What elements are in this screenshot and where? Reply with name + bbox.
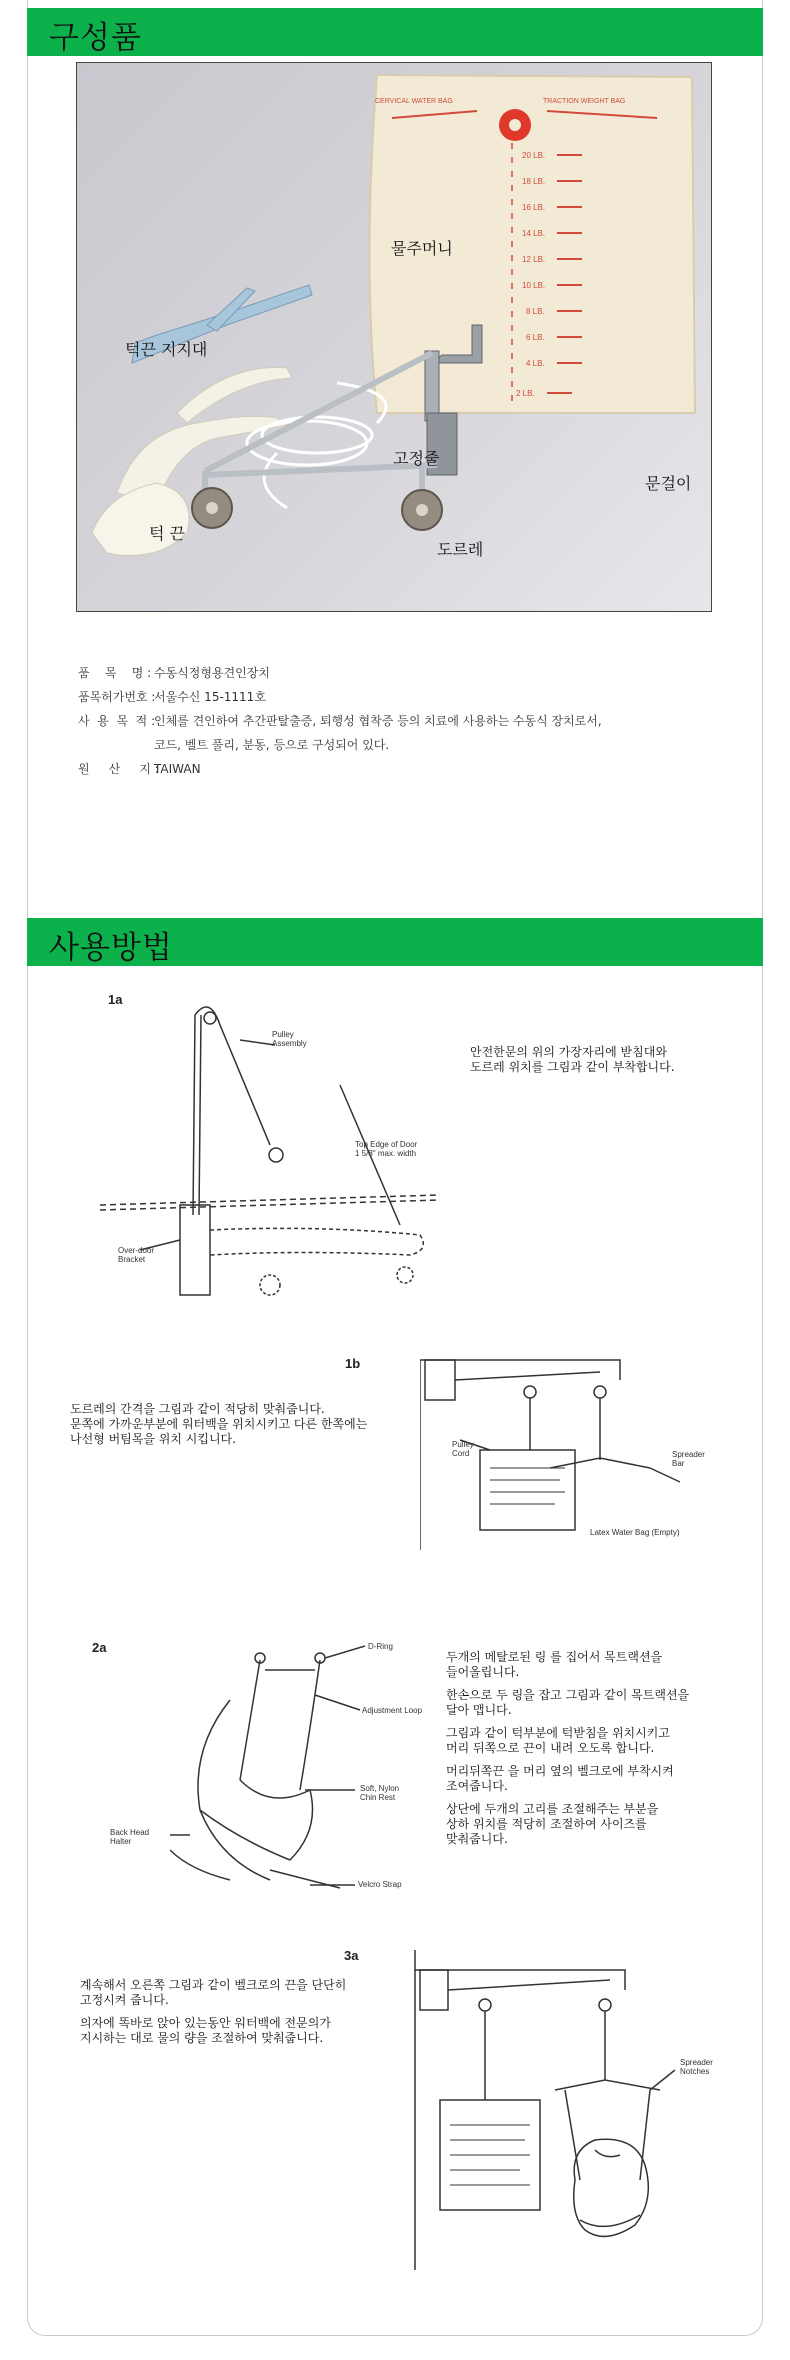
bag-print-right: TRACTION WEIGHT BAG (543, 98, 626, 105)
usage-header (27, 918, 763, 966)
spec-row-purpose (78, 712, 602, 729)
step-2a-callout-chin: Soft, Nylon Chin Rest (360, 1784, 400, 1802)
step-2a-paragraph: 머리뒤쪽끈 을 머리 옆의 벨크로에 부착시켜 조여줍니다. (446, 1764, 674, 1793)
step-1a-callout-edge: Top Edge of Door 1 5/8" max. width (355, 1140, 418, 1158)
spec-value: 코드, 벨트 풀리, 분동, 등으로 구성되어 있다. (154, 738, 390, 752)
spec-value: 인체를 견인하여 추간판탈출증, 퇴행성 협착증 등의 치료에 사용하는 수동식 장치로서, (154, 714, 602, 728)
spec-key: 사 용 목 적 : (78, 714, 156, 728)
spec-value: 서울수신 15-1111호 (154, 690, 266, 704)
bag-scale-18: 18 LB. (522, 177, 546, 186)
step-3a-diagram (405, 1950, 735, 2280)
step-2a-callout-dring: D-Ring (368, 1642, 393, 1651)
step-2a-label: 2a (92, 1640, 107, 1655)
step-1a-label: 1a (108, 992, 123, 1007)
components-title: 구성품 (49, 20, 142, 56)
step-2a-callout-velcro: Velcro Strap (358, 1880, 402, 1889)
step-2a-text (446, 1650, 746, 1855)
bag-scale-16: 16 LB. (522, 203, 546, 212)
spec-value: 수동식정형용견인장치 (154, 666, 270, 680)
step-1b-label: 1b (345, 1356, 361, 1371)
label-door-hook: 문걸이 (645, 474, 692, 493)
bag-scale-14: 14 LB. (522, 229, 546, 238)
spec-row-origin (78, 760, 201, 777)
step-1b-callout-cord: Pulley Cord (452, 1440, 474, 1458)
spec-key: 원 산 지 : (78, 762, 159, 776)
usage-title: 사용방법 (49, 930, 173, 966)
step-3a-paragraph: 의자에 똑바로 앉아 있는동안 워터백에 전문의가 지시하는 대로 물의 량을 조절하여 맞춰줍니다. (80, 2016, 331, 2045)
bag-scale-8: 8 LB. (526, 307, 545, 316)
bag-scale-2: 2 LB. (516, 389, 535, 398)
step-3a-paragraph: 계속해서 오른쪽 그림과 같이 벨크로의 끈을 단단히 고정시켜 줍니다. (80, 1978, 347, 2007)
bag-scale-12: 12 LB. (522, 255, 546, 264)
step-1a-callout-bracket: Over-door Bracket (118, 1246, 155, 1264)
product-photo (76, 62, 712, 612)
label-chin-support: 턱끈 지지대 (125, 340, 208, 359)
step-2a-paragraph: 그림과 같이 턱부분에 턱받침을 위치시키고 머리 뒤쪽으로 끈이 내려 오도록 합니다. (446, 1726, 670, 1755)
label-pulley: 도르레 (437, 540, 484, 559)
step-1b-callout-spreader: Spreader Bar (672, 1450, 705, 1468)
bag-scale-4: 4 LB. (526, 359, 545, 368)
step-1b-callout-bag: Latex Water Bag (Empty) (590, 1528, 680, 1537)
label-water-bag: 물주머니 (391, 239, 453, 258)
step-3a-text (80, 1978, 346, 2054)
bag-scale-10: 10 LB. (522, 281, 546, 290)
bag-print-left: CERVICAL WATER BAG (375, 98, 453, 105)
step-1b-text: 도르레의 간격을 그림과 같이 적당히 맞춰줍니다. 문쪽에 가까운부분에 워터백을 위치시키고 다른 한쪽에는 나선형 버팀목을 위치 시킵니다. (70, 1402, 368, 1446)
step-2a-callout-loop: Adjustment Loop (362, 1706, 423, 1715)
step-1a-text: 안전한문의 위의 가장자리에 받침대와 도르레 위치를 그림과 같이 부착합니다. (470, 1045, 675, 1074)
spec-key: 품목허가번호 : (78, 690, 156, 704)
bag-scale-6: 6 LB. (526, 333, 545, 342)
spec-key: 품 목 명 : (78, 666, 152, 680)
step-2a-paragraph: 상단에 두개의 고리를 조절해주는 부분을 상하 위치를 적당히 조절하여 사이즈를 맞춰줍니다. (446, 1802, 659, 1846)
label-chin-strap: 턱 끈 (149, 524, 185, 543)
label-rope: 고정줄 (393, 449, 440, 468)
step-1a-callout-pulley: Pulley Assembly (272, 1030, 307, 1048)
spec-row-permit (78, 688, 266, 705)
spec-value: TAIWAN (154, 762, 201, 776)
spec-row-purpose-cont (78, 736, 389, 753)
step-2a-diagram (170, 1640, 470, 1900)
step-3a-callout-notches: Spreader Notches (680, 2058, 713, 2076)
bag-scale-20: 20 LB. (522, 151, 546, 160)
spec-row-name (78, 664, 270, 681)
step-2a-paragraph: 한손으로 두 링을 잡고 그림과 같이 목트랙션을 달아 맵니다. (446, 1688, 690, 1717)
step-3a-label: 3a (344, 1948, 359, 1963)
step-2a-callout-halter: Back Head Halter (110, 1828, 150, 1846)
step-2a-paragraph: 두개의 메탈로된 링 를 집어서 목트랙션을 들어올립니다. (446, 1650, 663, 1679)
components-header (27, 8, 763, 56)
